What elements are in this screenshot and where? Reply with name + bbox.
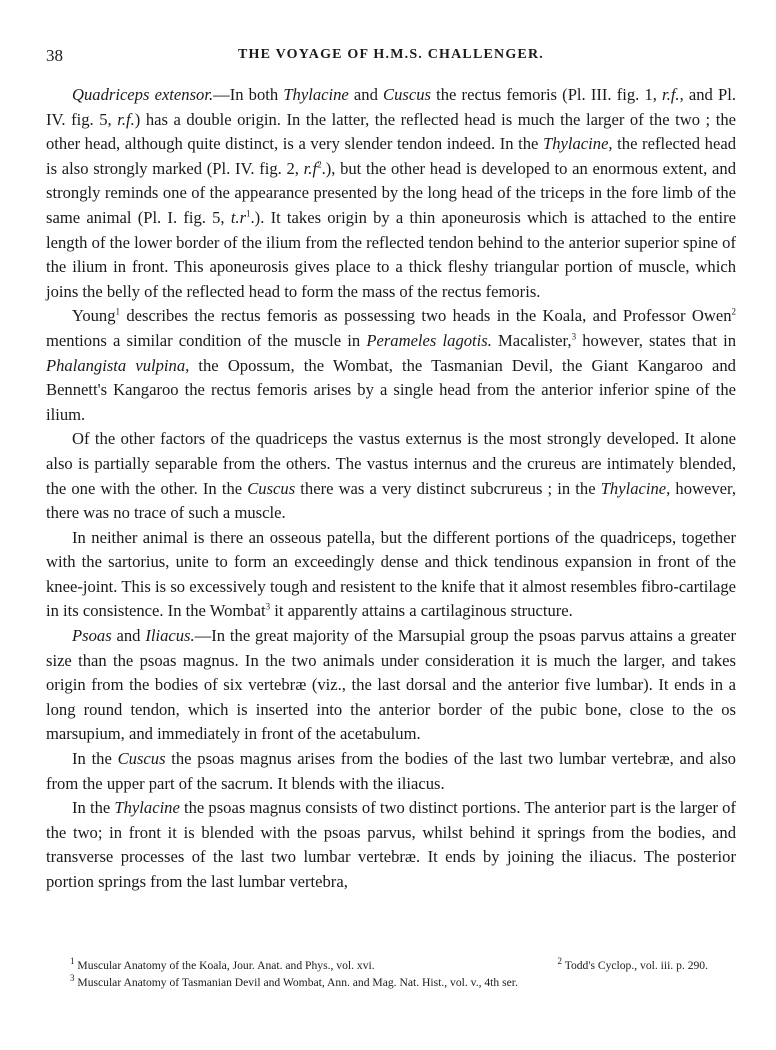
- text-run: Macalister,: [491, 330, 572, 350]
- italic-text: r.f.: [117, 109, 135, 129]
- italic-text: Quadriceps extensor.: [72, 85, 214, 104]
- italic-text: Thylacine,: [600, 478, 671, 498]
- text-run: the Opossum, the Wombat, the Tasmanian Devil, the Giant Kangaroo and Bennett's Kangaroo the rectus femoris arises by a single head from the anterior inferior spine of the ilium.: [46, 355, 736, 424]
- text-run: mentions a similar condition of the muscle in: [46, 330, 367, 350]
- text-run: there was a very distinct subcrureus ; in the: [295, 478, 601, 498]
- text-run: and: [348, 85, 384, 104]
- italic-text: Psoas: [72, 626, 112, 646]
- page-header: [46, 46, 736, 70]
- running-head: THE VOYAGE OF H.M.S. CHALLENGER.: [238, 47, 544, 62]
- italic-text: Cuscus: [247, 478, 296, 498]
- footnote-row: [46, 957, 736, 974]
- body-text: [46, 83, 736, 895]
- footnote-ref: 2: [731, 306, 736, 317]
- page-number: 38: [46, 46, 63, 65]
- italic-text: r.f.: [662, 85, 680, 104]
- text-run: however, states that in: [576, 330, 737, 350]
- footnote-ref: 2: [317, 159, 322, 170]
- text-run: the rectus femoris (Pl. III. fig. 1,: [430, 85, 663, 104]
- text-run: , and Pl. IV. fig. 5,: [46, 85, 736, 129]
- footnote-ref: 3: [571, 331, 577, 342]
- paragraph: [46, 526, 736, 624]
- text-run: In neither animal is there an osseous patella, but the different portions of the quadriceps, together with the sartorius, unite to form an exceedingly dense and thick tendinous expansion in front of the knee-joint. This is so excessively tough and resistent to the knife that it almost resembles fibro-cartilage in its consistence. In the Wombat: [46, 527, 736, 621]
- paragraph: [46, 796, 736, 894]
- text-run: the psoas magnus arises from the bodies of the last two lumbar vertebræ, and also from the upper part of the sacrum. It blends with the iliacus.: [46, 749, 736, 793]
- italic-text: Thylacine: [283, 85, 349, 104]
- footnote-3: [46, 974, 736, 991]
- text-run: .), but the other head is developed to an enormous extent, and strongly reminds one of the appearance presented by the long head of the triceps in the fore limb of the same animal (Pl. I. fig. 5,: [46, 158, 736, 227]
- paragraph: [46, 624, 736, 747]
- italic-text: Cuscus: [383, 85, 431, 104]
- paragraph: [46, 427, 736, 525]
- italic-text: r.f: [303, 158, 318, 178]
- text-run: however, there was no trace of such a muscle.: [46, 478, 737, 523]
- footnotes: [46, 957, 736, 991]
- footnote-1: [46, 957, 375, 974]
- italic-text: Thylacine,: [543, 134, 613, 154]
- footnote-text: Muscular Anatomy of the Koala, Jour. Anat. and Phys., vol. xvi.: [74, 959, 375, 972]
- text-run: —In both: [213, 85, 284, 104]
- text-run: the reflected head is also strongly marked (Pl. IV. fig. 2,: [46, 134, 736, 178]
- footnote-ref: 1: [115, 306, 121, 317]
- text-run: ) has a double origin. In the latter, the reflected head is much the larger of the two ; the other head, although quite distinct, is a very slender tendon indeed. In the: [46, 109, 736, 154]
- footnote-text: Todd's Cyclop., vol. iii. p. 290.: [562, 959, 708, 972]
- text-run: Young: [72, 306, 116, 326]
- footnote-ref: 3: [265, 601, 271, 612]
- italic-text: t.r: [230, 207, 247, 227]
- italic-text: Phalangista vulpina,: [46, 355, 190, 375]
- text-run: .). It takes origin by a thin aponeurosis which is attached to the entire length of the lower border of the ilium from the reflected tendon behind to the anterior superior spine of the ilium in front. This aponeurosis gives place to a thick fleshy triangular portion of muscle, which joins the belly of the reflected head to form the mass of the rectus femoris.: [46, 207, 737, 301]
- italic-text: Thylacine: [114, 798, 180, 818]
- footnote-text: Muscular Anatomy of Tasmanian Devil and Wombat, Ann. and Mag. Nat. Hist., vol. v., 4th ser.: [74, 976, 518, 989]
- paragraph: [46, 304, 736, 427]
- italic-text: Perameles lagotis.: [366, 330, 492, 350]
- text-run: In the: [72, 798, 115, 818]
- text-run: describes the rectus femoris as possessing two heads in the Koala, and Professor Owen: [120, 306, 732, 326]
- text-run: Of the other factors of the quadriceps the vastus externus is the most strongly developed. It alone also is partially separable from the others. The vastus internus and the crureus are intimately blended, the one with the other. In the: [46, 429, 736, 498]
- italic-text: Iliacus.: [145, 626, 195, 646]
- text-run: In the: [72, 749, 118, 769]
- text-run: and: [111, 626, 146, 646]
- footnote-mark: 1: [70, 956, 75, 967]
- footnote-mark: 3: [70, 973, 75, 984]
- italic-text: Cuscus: [117, 749, 166, 769]
- paragraph: [46, 83, 736, 304]
- footnote-2: [558, 957, 709, 974]
- paragraph: [46, 747, 736, 796]
- text-run: it apparently attains a cartilaginous structure.: [270, 601, 573, 621]
- footnote-mark: 2: [557, 956, 562, 967]
- text-run: —In the great majority of the Marsupial group the psoas parvus attains a greater size than the psoas magnus. In the two animals under consideration it is much the larger, and takes origin from the bodies of six vertebræ (viz., the last dorsal and the anterior five lumbar). It ends in a long round tendon, which is inserted into the anterior border of the pubic bone, close to the os marsupium, and immediately in front of the acetabulum.: [46, 626, 736, 744]
- footnote-ref: 1: [246, 208, 251, 219]
- text-run: the psoas magnus consists of two distinct portions. The anterior part is the larger of the two; in front it is blended with the psoas parvus, whilst behind it springs from the bodies, and transverse processes of the last two lumbar vertebræ. It ends by joining the iliacus. The posterior portion springs from the last lumbar vertebra,: [46, 798, 736, 891]
